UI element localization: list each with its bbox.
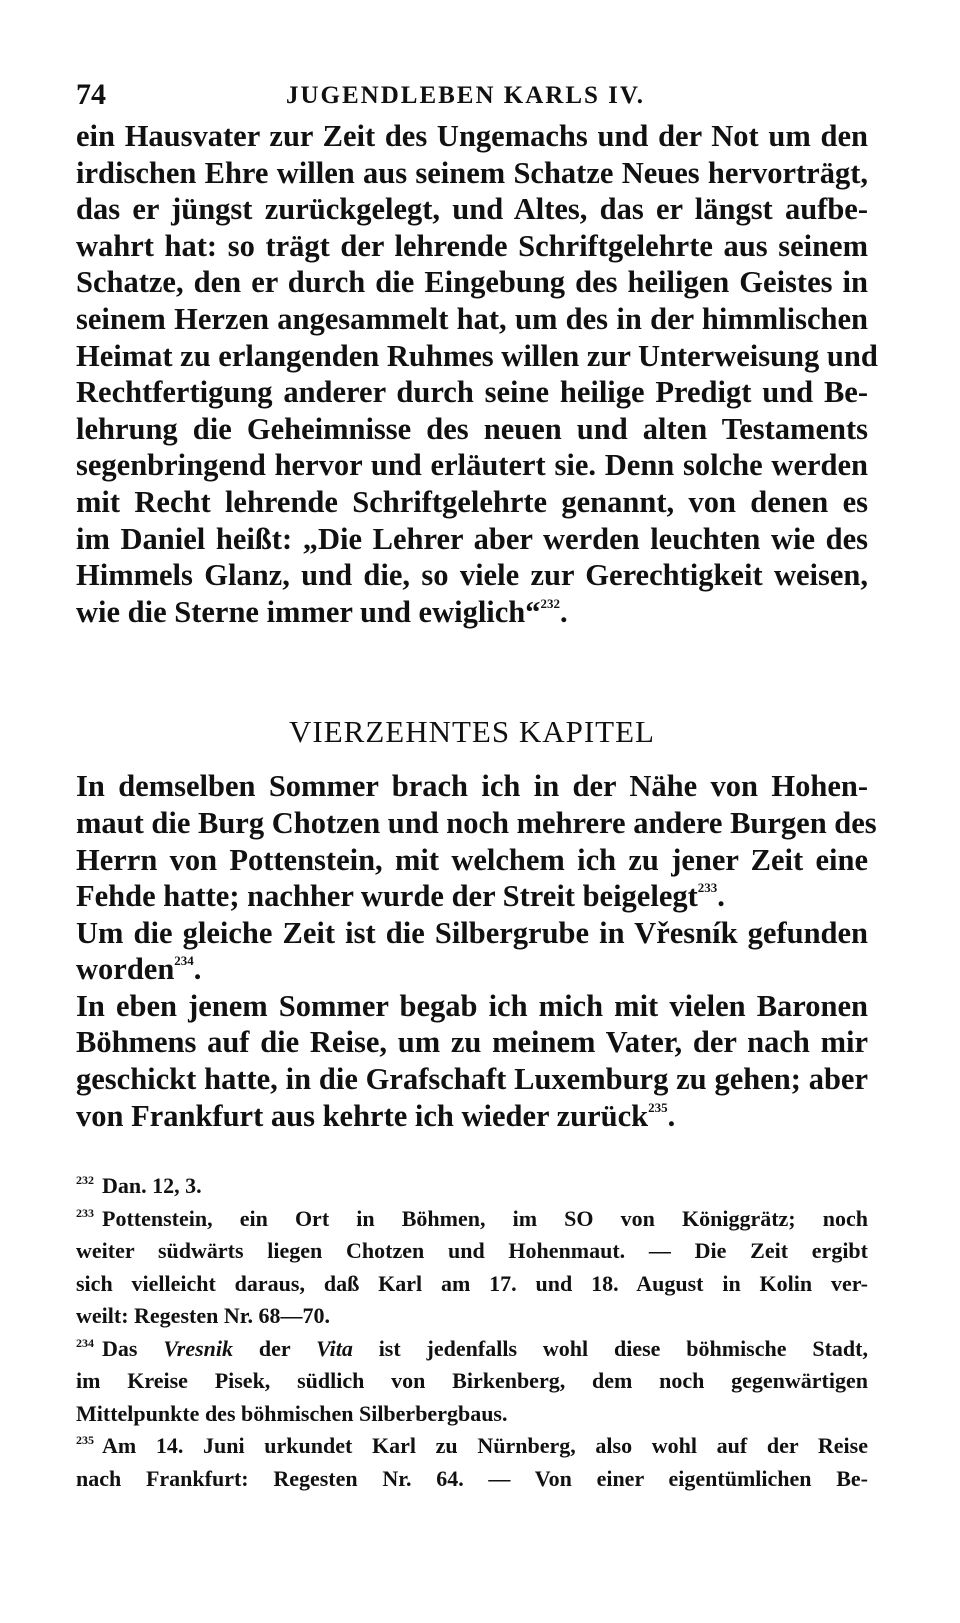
line-end: . xyxy=(560,594,568,629)
footnote-ref[interactable]: 233 xyxy=(697,880,718,896)
text-line-last xyxy=(76,1098,868,1135)
footnote-text: der xyxy=(233,1335,317,1361)
text-line: mit Recht lehrende Schriftgelehrte genannt, von denen es xyxy=(76,484,868,519)
text-line: Schatze, den er durch die Eingebung des heiligen Geistes in xyxy=(76,265,868,300)
line-text: von Frankfurt aus kehrte ich wieder zurück xyxy=(76,1098,649,1133)
footnote-italic-term: Vita xyxy=(316,1335,353,1361)
text-line: Rechtfertigung anderer durch seine heilige Predigt und Be- xyxy=(76,375,868,410)
paragraph-journey xyxy=(76,988,868,1134)
line-end: . xyxy=(717,879,725,914)
text-line: wahrt hat: so trägt der lehrende Schriftgelehrte aus seinem xyxy=(76,228,868,263)
text-line: irdischen Ehre willen aus seinem Schatze Neues hervorträgt, xyxy=(76,155,868,190)
line-text: worden xyxy=(76,952,175,987)
text-line: Böhmens auf die Reise, um zu meinem Vater, der nach mir xyxy=(76,1025,868,1060)
book-page xyxy=(76,70,878,1495)
chapter-title: VIERZEHNTES KAPITEL xyxy=(289,714,655,750)
footnote-233 xyxy=(76,1203,868,1236)
text-line: im Daniel heißt: „Die Lehrer aber werden leuchten wie des xyxy=(76,521,868,556)
footnote-235 xyxy=(76,1430,868,1463)
paragraph-continuation xyxy=(76,118,878,630)
text-line-last xyxy=(76,951,868,988)
text-line: seinem Herzen angesammelt hat, um des in der himmlischen xyxy=(76,301,868,336)
footnote-234-line: Mittelpunkte des böhmischen Silberbergbaus. xyxy=(76,1400,508,1426)
footnote-235-line: nach Frankfurt: Regesten Nr. 64. — Von einer eigentümlichen Be- xyxy=(76,1465,868,1491)
text-line: segenbringend hervor und erläutert sie. Denn solche werden xyxy=(76,448,868,483)
footnote-233-line: weilt: Regesten Nr. 68—70. xyxy=(76,1303,330,1329)
footnote-text: Pottenstein, ein Ort in Böhmen, im SO von Königgrätz; noch xyxy=(102,1205,868,1231)
footnote-mark: 233 xyxy=(76,1205,94,1220)
footnote-234-line: im Kreise Pisek, südlich von Birkenberg, dem noch gegenwärtigen xyxy=(76,1368,868,1394)
footnote-ref[interactable]: 234 xyxy=(174,953,194,969)
text-line: geschickt hatte, in die Grafschaft Luxemburg zu gehen; aber xyxy=(76,1062,868,1097)
text-line: ein Hausvater zur Zeit des Ungemachs und der Not um den xyxy=(76,119,868,153)
footnote-234 xyxy=(76,1333,868,1366)
footnote-ref[interactable]: 235 xyxy=(648,1099,668,1115)
page-number: 74 xyxy=(76,78,106,111)
text-line: Himmels Glanz, und die, so viele zur Gerechtigkeit weisen, xyxy=(76,558,868,593)
footnote-mark: 232 xyxy=(76,1173,94,1188)
footnote-text: ist jedenfalls wohl diese böhmische Stadt, xyxy=(352,1335,868,1361)
footnote-233-line: sich vielleicht daraus, daß Karl am 17. und 18. August in Kolin ver- xyxy=(76,1270,868,1296)
footnote-233-line: weiter südwärts liegen Chotzen und Hohenmaut. — Die Zeit ergibt xyxy=(76,1238,868,1264)
text-line: das er jüngst zurückgelegt, und Altes, das er längst aufbe- xyxy=(76,192,868,227)
paragraph-castle xyxy=(76,768,877,914)
footnote-ref[interactable]: 232 xyxy=(540,595,561,611)
running-title: JUGENDLEBEN KARLS IV. xyxy=(286,82,645,109)
footnote-232 xyxy=(76,1170,868,1203)
running-head xyxy=(76,70,868,118)
text-line: In demselben Sommer brach ich in der Nähe von Hohen- xyxy=(76,769,868,804)
text-line: lehrung die Geheimnisse des neuen und alten Testaments xyxy=(76,411,868,446)
footnote-text: Am 14. Juni urkundet Karl zu Nürnberg, also wohl auf der Reise xyxy=(102,1433,868,1459)
footnotes xyxy=(76,1170,868,1495)
line-text: wie die Sterne immer und ewiglich“ xyxy=(76,594,541,629)
footnote-mark: 234 xyxy=(76,1335,94,1350)
footnote-mark: 235 xyxy=(76,1433,94,1448)
text-line: In eben jenem Sommer begab ich mich mit vielen Baronen xyxy=(76,988,868,1023)
text-line: Herrn von Pottenstein, mit welchem ich zu jener Zeit eine xyxy=(76,842,868,877)
line-end: . xyxy=(193,952,202,987)
text-line: Heimat zu erlangenden Ruhmes willen zur Unterweisung und xyxy=(76,338,878,373)
paragraph-silver-mine xyxy=(76,915,868,988)
text-line: Um die gleiche Zeit ist die Silbergrube in Vřesník gefunden xyxy=(76,915,868,950)
footnote-text: Das xyxy=(102,1335,164,1361)
footnote-text: Dan. 12, 3. xyxy=(102,1173,202,1199)
footnote-italic-term: Vresnik xyxy=(163,1335,234,1361)
text-line-last xyxy=(76,878,868,915)
line-text: Fehde hatte; nachher wurde der Streit beigelegt xyxy=(76,879,698,914)
text-line-last xyxy=(76,594,868,631)
text-line: maut die Burg Chotzen und noch mehrere andere Burgen des xyxy=(76,805,877,840)
line-end: . xyxy=(667,1098,676,1133)
